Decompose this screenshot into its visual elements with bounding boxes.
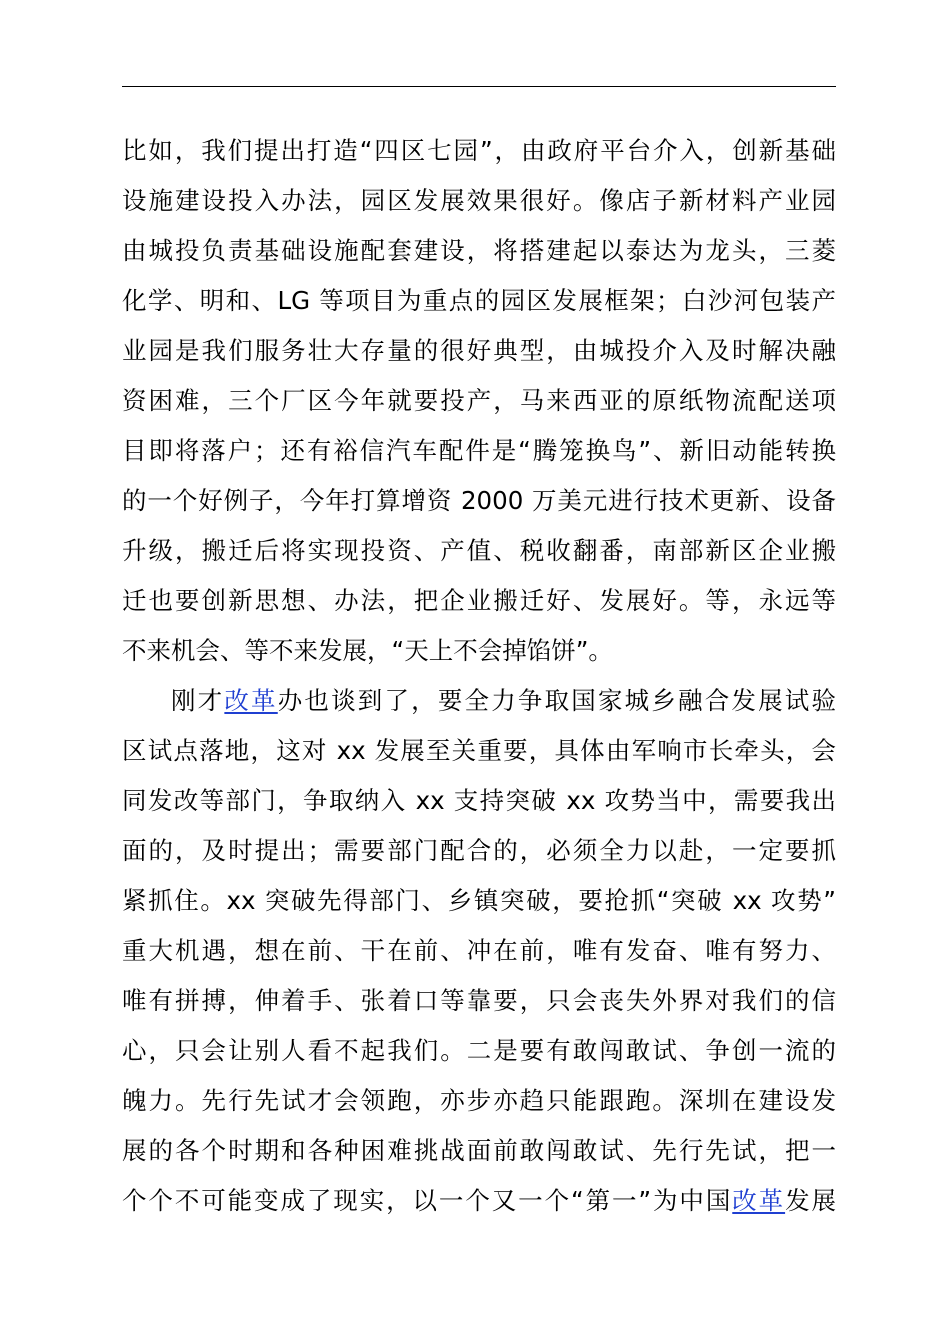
text-line: 化学、明和、LG 等项目为重点的园区发展框架；白沙河包装产 xyxy=(122,286,836,315)
text-segment: 个个不可能变成了现实，以一个又一个“第一”为中国 xyxy=(122,1186,733,1215)
text-line: 同发改等部门，争取纳入 xx 支持突破 xx 攻势当中，需要我出 xyxy=(122,786,836,815)
text-segment: 办也谈到了，要全力争取国家城乡融合发展试验 xyxy=(277,686,836,715)
text-line: 业园是我们服务壮大存量的很好典型，由城投介入及时解决融 xyxy=(122,336,836,365)
text-line: 升级，搬迁后将实现投资、产值、税收翻番，南部新区企业搬 xyxy=(122,536,836,565)
header-rule xyxy=(122,86,836,87)
document-body xyxy=(122,126,836,1226)
text-line: 比如，我们提出打造“四区七园”，由政府平台介入，创新基础 xyxy=(122,136,836,165)
text-line: 的一个好例子，今年打算增资 2000 万美元进行技术更新、设备 xyxy=(122,486,836,515)
text-line: 面的，及时提出；需要部门配合的，必须全力以赴，一定要抓 xyxy=(122,836,836,865)
text-line: 资困难，三个厂区今年就要投产，马来西亚的原纸物流配送项 xyxy=(122,386,836,415)
text-line: 设施建设投入办法，园区发展效果很好。像店子新材料产业园 xyxy=(122,186,836,215)
text-line: 由城投负责基础设施配套建设，将搭建起以泰达为龙头，三菱 xyxy=(122,236,836,265)
text-line: 不来机会、等不来发展，“天上不会掉馅饼”。 xyxy=(122,636,613,665)
text-line: 区试点落地，这对 xx 发展至关重要，具体由军响市长牵头，会 xyxy=(122,736,836,765)
text-line: 目即将落户；还有裕信汽车配件是“腾笼换鸟”、新旧动能转换 xyxy=(122,436,836,465)
text-line xyxy=(122,1176,836,1226)
text-segment: 刚才 xyxy=(171,686,225,715)
text-segment: 发展 xyxy=(785,1186,837,1215)
reform-link[interactable]: 改革 xyxy=(732,1186,786,1215)
text-line: 魄力。先行先试才会领跑，亦步亦趋只能跟跑。深圳在建设发 xyxy=(122,1086,836,1115)
text-line xyxy=(122,676,836,726)
text-line: 紧抓住。xx 突破先得部门、乡镇突破，要抢抓“突破 xx 攻势” xyxy=(122,886,836,915)
text-line: 展的各个时期和各种困难挑战面前敢闯敢试、先行先试，把一 xyxy=(122,1136,836,1165)
paragraph-1 xyxy=(122,126,836,676)
text-line: 心，只会让别人看不起我们。二是要有敢闯敢试、争创一流的 xyxy=(122,1036,836,1065)
paragraph-2 xyxy=(122,676,836,1226)
text-line: 唯有拼搏，伸着手、张着口等靠要，只会丧失外界对我们的信 xyxy=(122,986,836,1015)
text-line: 迁也要创新思想、办法，把企业搬迁好、发展好。等，永远等 xyxy=(122,586,836,615)
text-line: 重大机遇，想在前、干在前、冲在前，唯有发奋、唯有努力、 xyxy=(122,936,836,965)
reform-link[interactable]: 改革 xyxy=(224,686,278,715)
